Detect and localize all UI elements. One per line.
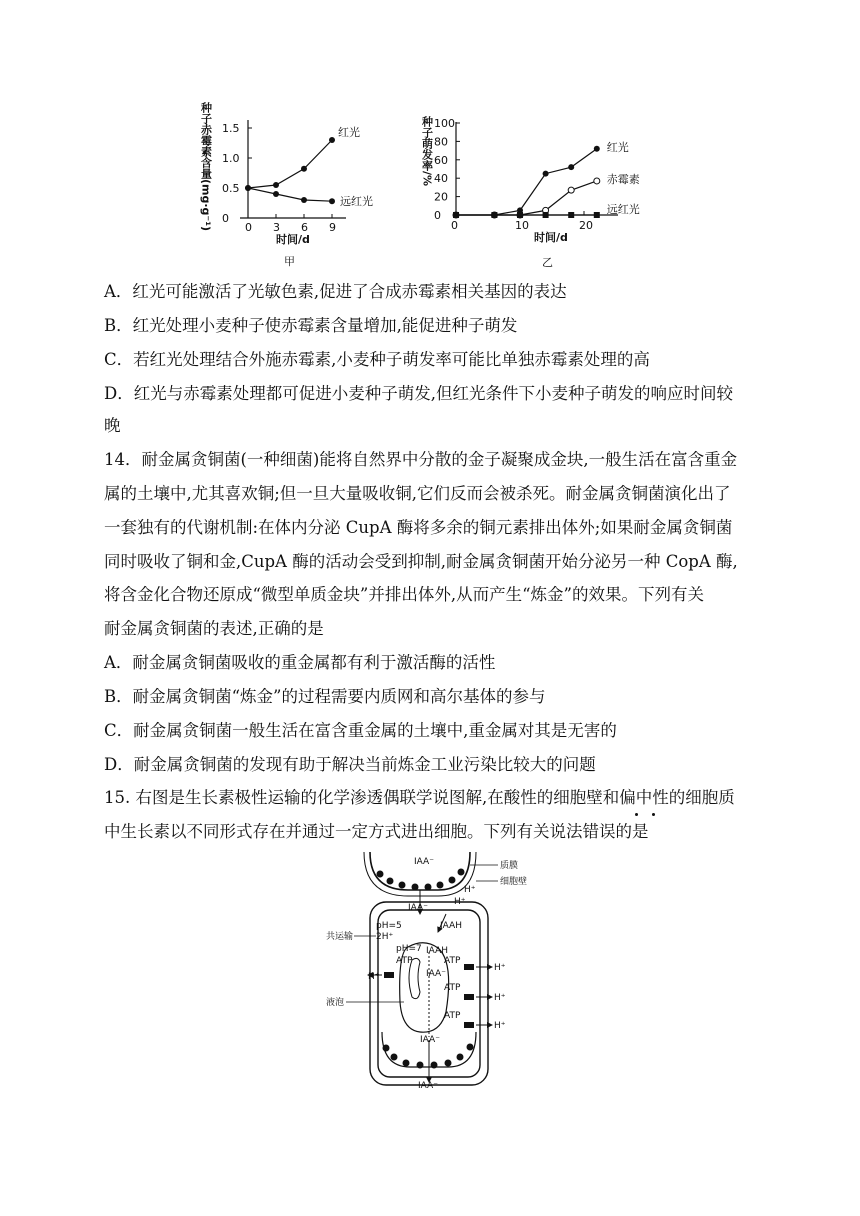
q14-stem-line3: 一套独有的代谢机制:在体内分泌 CupA 酶将多余的铜元素排出体外;如果耐金属贪铜菌 <box>104 518 733 537</box>
yi-point <box>491 212 497 218</box>
svg-text:H⁺: H⁺ <box>464 885 476 895</box>
svg-text:IAA⁻: IAA⁻ <box>420 1035 440 1045</box>
svg-text:ATP: ATP <box>396 956 413 966</box>
q14-option-a: A．耐金属贪铜菌吸收的重金属都有利于激活酶的活性 <box>104 653 496 672</box>
yi-series-label: 赤霉素 <box>606 172 640 186</box>
yi-point <box>568 212 574 218</box>
yi-xtick: 0 <box>451 219 458 232</box>
q13-option-a: A．红光可能激活了光敏色素,促进了合成赤霉素相关基因的表达 <box>104 282 567 301</box>
jia-ytick: 0.5 <box>222 182 240 195</box>
q14-stem-line1: 14．耐金属贪铜菌(一种细菌)能将自然界中分散的金子凝聚成金块,一般生活在富含重金 <box>104 450 738 469</box>
yi-ytick: 60 <box>434 153 448 167</box>
jia-point <box>273 182 279 188</box>
yi-point <box>453 212 459 218</box>
jia-point <box>273 191 279 197</box>
jia-point <box>329 137 335 143</box>
q15-stem-line1: 15. 右图是生长素极性运输的化学渗透偶联学说图解,在酸性的细胞壁和偏中性的细胞质 <box>104 788 735 807</box>
jia-xlabel: 时间/d <box>276 233 310 246</box>
q14-stem-line6: 耐金属贪铜菌的表述,正确的是 <box>104 619 324 638</box>
yi-point <box>543 212 549 218</box>
q13-option-b: B．红光处理小麦种子使赤霉素含量增加,能促进种子萌发 <box>104 316 518 335</box>
q14-option-b: B．耐金属贪铜菌“炼金”的过程需要内质网和高尔基体的参与 <box>104 687 546 706</box>
yi-xlabel: 时间/d <box>534 231 568 244</box>
svg-text:H⁺: H⁺ <box>494 993 506 1003</box>
q15-stem-line2: 中生长素以不同形式存在并通过一定方式进出细胞。下列有关说法错误的是 <box>104 822 649 841</box>
svg-text:IAA⁻: IAA⁻ <box>418 1081 438 1090</box>
yi-series-line <box>456 181 597 215</box>
yi-ytick: 40 <box>434 172 448 186</box>
q14-stem-line5: 将含金化合物还原成“微型单质金块”并排出体外,从而产生“炼金”的效果。下列有关 <box>104 585 704 604</box>
q14-option-d: D．耐金属贪铜菌的发现有助于解决当前炼金工业污染比较大的问题 <box>104 755 596 774</box>
figure-yi <box>418 114 708 272</box>
jia-series-label: 红光 <box>338 126 360 139</box>
label-cotransport: 共运输 <box>326 932 354 942</box>
svg-text:ATP: ATP <box>444 956 461 966</box>
yi-series-label: 红光 <box>606 140 629 154</box>
jia-xtick: 6 <box>301 221 308 234</box>
yi-series-label: 远红光 <box>606 203 640 216</box>
yi-series-line <box>456 149 597 215</box>
yi-xtick: 20 <box>579 219 593 232</box>
label-membrane: 质膜 <box>500 861 519 871</box>
svg-text:H⁺: H⁺ <box>494 963 506 973</box>
q14-stem-line2: 属的土壤中,尤其喜欢铜;但一旦大量吸收铜,它们反而会被杀死。耐金属贪铜菌演化出了 <box>104 484 731 503</box>
jia-caption: 甲 <box>284 255 295 268</box>
cell-diagram <box>320 852 550 1090</box>
yi-caption: 乙 <box>542 256 553 269</box>
jia-ytick: 0 <box>222 212 229 225</box>
jia-xtick: 3 <box>273 221 280 234</box>
figure-jia <box>196 100 386 270</box>
jia-ytick: 1.5 <box>222 122 240 135</box>
q13-option-c: C．若红光处理结合外施赤霉素,小麦种子萌发率可能比单独赤霉素处理的高 <box>104 350 650 369</box>
svg-text:ATP: ATP <box>444 983 461 993</box>
jia-xtick: 0 <box>245 221 252 234</box>
svg-text:IAA⁻: IAA⁻ <box>408 903 428 913</box>
jia-point <box>245 185 251 191</box>
q14-option-c: C．耐金属贪铜菌一般生活在富含重金属的土壤中,重金属对其是无害的 <box>104 721 617 740</box>
svg-text:pH=5: pH=5 <box>376 921 402 931</box>
jia-point <box>329 198 335 204</box>
label-wall: 细胞壁 <box>500 877 528 887</box>
svg-text:IAAH: IAAH <box>426 946 448 956</box>
yi-point <box>543 171 549 177</box>
yi-ylabel: 种子萌发率/% <box>420 116 434 187</box>
jia-point <box>301 197 307 203</box>
yi-point <box>594 178 600 184</box>
jia-series-line <box>248 140 332 188</box>
jia-ylabel: 种子赤霉素含量(mg·g⁻¹) <box>199 102 213 232</box>
yi-ytick: 0 <box>434 209 441 222</box>
yi-ytick: 20 <box>434 190 448 204</box>
q13-option-d-line2: 晚 <box>104 416 121 435</box>
svg-text:2H⁺: 2H⁺ <box>376 932 394 942</box>
yi-xtick: 10 <box>515 219 529 232</box>
yi-point <box>568 187 574 193</box>
svg-text:H⁺: H⁺ <box>494 1021 506 1031</box>
yi-point <box>517 212 523 218</box>
svg-text:pH=7: pH=7 <box>396 944 422 954</box>
yi-ytick: 100 <box>434 117 455 130</box>
yi-point <box>594 146 600 152</box>
svg-text:IAAH: IAAH <box>440 921 462 931</box>
jia-point <box>301 166 307 172</box>
yi-point <box>594 212 600 218</box>
svg-text:H⁺: H⁺ <box>368 972 380 982</box>
emphasis-dots <box>632 813 662 817</box>
q14-stem-line4: 同时吸收了铜和金,CupA 酶的活动会受到抑制,耐金属贪铜菌开始分泌另一种 CopA 酶, <box>104 552 738 571</box>
svg-text:IAA⁻: IAA⁻ <box>426 969 446 979</box>
svg-text:ATP: ATP <box>444 1011 461 1021</box>
yi-ytick: 80 <box>434 135 448 149</box>
jia-xtick: 9 <box>329 221 336 234</box>
svg-text:IAA⁻: IAA⁻ <box>414 857 434 867</box>
svg-text:H⁺: H⁺ <box>454 897 466 907</box>
label-vacuole: 液泡 <box>326 998 345 1008</box>
q13-option-d-line1: D．红光与赤霉素处理都可促进小麦种子萌发,但红光条件下小麦种子萌发的响应时间较 <box>104 384 733 403</box>
jia-series-line <box>248 188 332 201</box>
jia-series-label: 远红光 <box>340 195 373 209</box>
jia-ytick: 1.0 <box>222 152 240 165</box>
yi-point <box>568 164 574 170</box>
